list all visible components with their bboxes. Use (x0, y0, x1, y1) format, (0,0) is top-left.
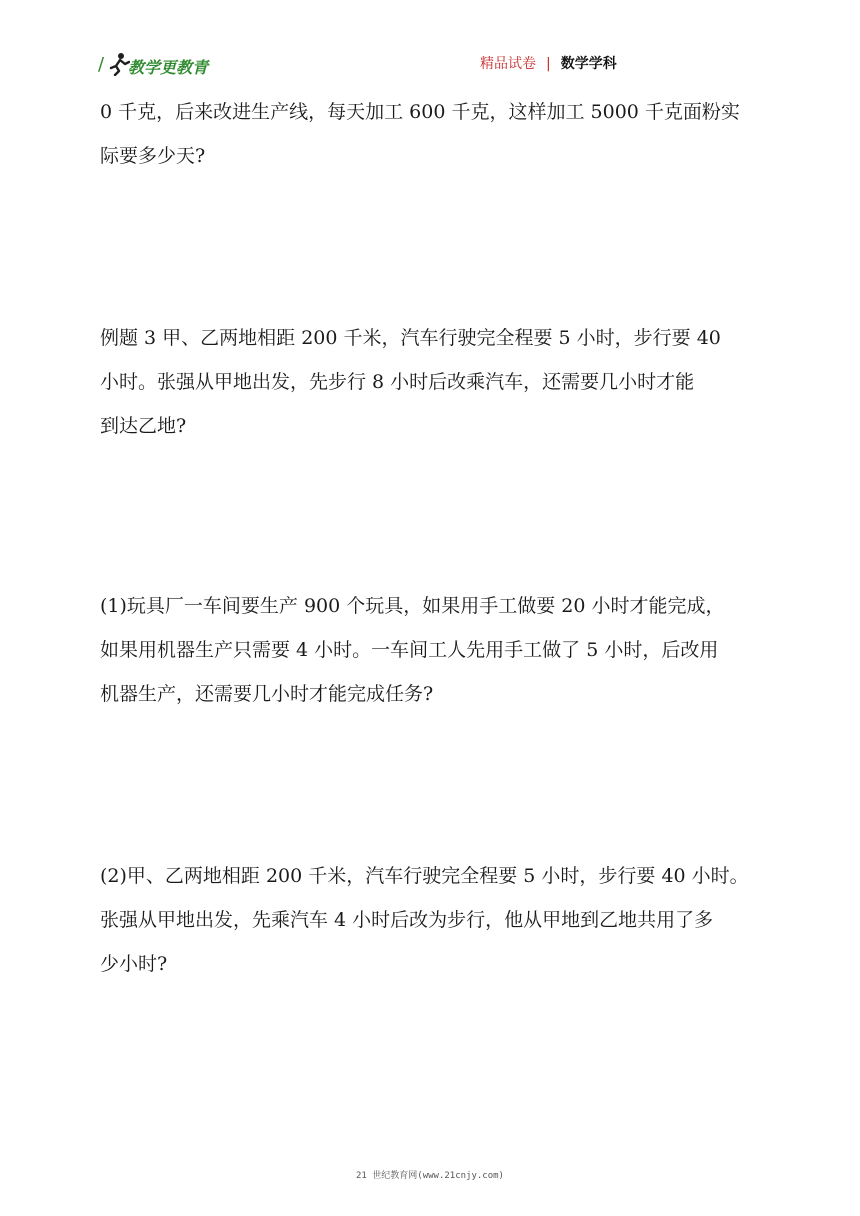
paragraph-continued (100, 90, 764, 178)
paragraph-exercise-1 (100, 584, 764, 716)
paragraph-example-3 (100, 316, 764, 448)
paragraph-exercise-2 (100, 854, 764, 986)
header-label: 精品试卷 (480, 56, 536, 72)
paragraph-line: (2)甲、乙两地相距 200 千米，汽车行驶完全程要 5 小时，步行要 40 小时。 (100, 865, 749, 887)
paragraph-line: 际要多少天? (100, 145, 206, 167)
paragraph-line: 小时。张强从甲地出发，先步行 8 小时后改乘汽车，还需要几小时才能 (100, 371, 695, 393)
header-separator: | (546, 56, 551, 72)
header-subject: 数学学科 (560, 56, 617, 72)
header-rule (96, 82, 764, 83)
logo (98, 52, 220, 78)
page-footer: 21 世纪教育网(www.21cnjy.com) (356, 1171, 504, 1181)
paragraph-line: 如果用机器生产只需要 4 小时。一车间工人先用手工做了 5 小时，后改用 (100, 639, 719, 661)
paragraph-line: 到达乙地? (100, 415, 187, 437)
logo-slash-mark: / (98, 54, 105, 75)
paragraph-line: 少小时? (100, 953, 168, 975)
header-meta (480, 53, 617, 73)
paragraph-line: (1)玩具厂一车间要生产 900 个玩具，如果用手工做要 20 小时才能完成， (100, 595, 725, 617)
logo-text: 教学更教青 (128, 58, 209, 77)
paragraph-line: 0 千克，后来改进生产线，每天加工 600 千克，这样加工 5000 千克面粉实 (100, 101, 740, 123)
paragraph-line: 例题 3 甲、乙两地相距 200 千米，汽车行驶完全程要 5 小时，步行要 40 (100, 327, 721, 349)
paragraph-line: 张强从甲地出发，先乘汽车 4 小时后改为步行，他从甲地到乙地共用了多 (100, 909, 714, 931)
page-header (0, 0, 860, 88)
runner-logo-icon (108, 52, 130, 76)
paragraph-line: 机器生产，还需要几小时才能完成任务? (100, 683, 434, 705)
